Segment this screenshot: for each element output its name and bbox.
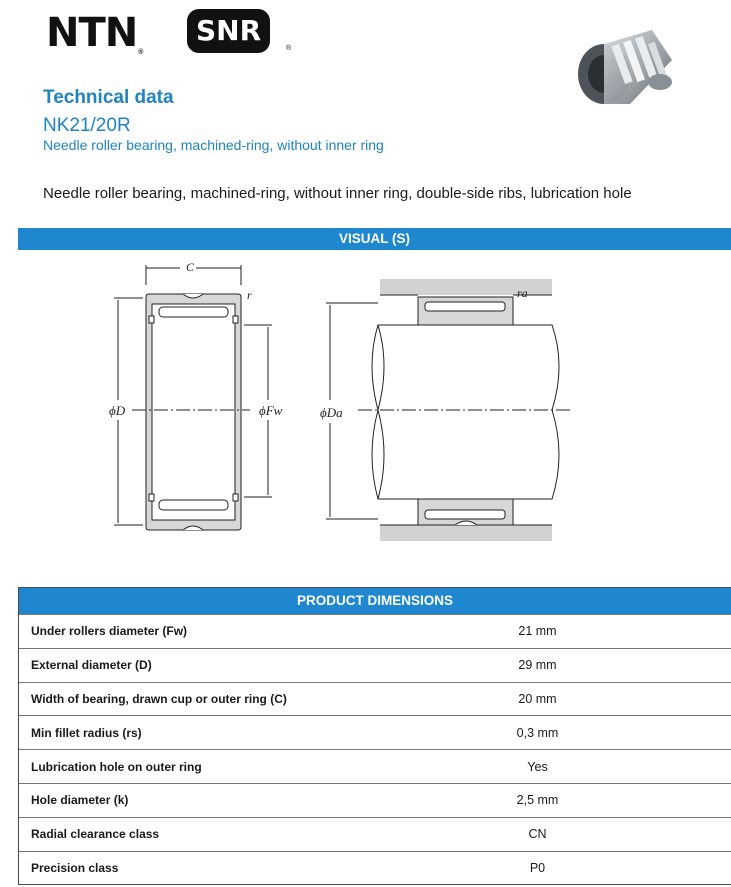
model-number: NK21/20R xyxy=(43,115,131,136)
table-row xyxy=(19,614,731,648)
mounting-drawing xyxy=(326,279,570,541)
table-row xyxy=(19,682,731,716)
table-row xyxy=(19,648,731,682)
row-value: CN xyxy=(528,827,547,842)
row-value: 0,3 mm xyxy=(516,725,559,740)
row-value: 20 mm xyxy=(518,691,557,706)
row-label: Hole diameter (k) xyxy=(31,793,129,808)
table-row xyxy=(19,817,731,851)
row-label: Under rollers diameter (Fw) xyxy=(31,624,188,639)
ntn-logo-text: NTN xyxy=(46,10,138,56)
label-width-c: C xyxy=(186,260,195,274)
dimensions-table xyxy=(18,587,731,885)
row-label: Lubrication hole on outer ring xyxy=(31,759,202,774)
row-value: P0 xyxy=(529,860,546,875)
product-subtitle: Needle roller bearing, machined-ring, without inner ring xyxy=(43,137,384,153)
row-value: 29 mm xyxy=(518,658,557,673)
label-outer-diameter: ϕD xyxy=(109,403,126,418)
registered-mark: ® xyxy=(138,49,144,56)
row-label: Min fillet radius (rs) xyxy=(31,725,142,740)
table-row xyxy=(19,749,731,783)
ntn-logo xyxy=(46,10,143,56)
row-label: Radial clearance class xyxy=(31,827,160,842)
visual-section-header: VISUAL (S) xyxy=(18,228,731,250)
table-row xyxy=(19,783,731,817)
row-label: External diameter (D) xyxy=(31,658,152,673)
row-label: Width of bearing, drawn cup or outer ring (C) xyxy=(31,691,287,706)
row-value: 2,5 mm xyxy=(516,793,559,808)
snr-logo xyxy=(187,9,292,53)
label-fillet-r: r xyxy=(247,288,252,302)
bearing-section-drawing xyxy=(114,265,272,530)
label-da-diameter: ϕDa xyxy=(320,405,343,420)
snr-logo-text: SNR xyxy=(187,9,270,53)
label-fillet-ra: ra xyxy=(517,286,528,300)
section-title: Technical data xyxy=(43,87,174,108)
technical-drawing xyxy=(100,255,580,555)
registered-mark: ® xyxy=(286,45,292,52)
row-label: Precision class xyxy=(31,860,119,875)
table-row xyxy=(19,851,731,885)
product-description: Needle roller bearing, machined-ring, without inner ring, double-side ribs, lubrication hole xyxy=(43,185,632,202)
label-fw-diameter: ϕFw xyxy=(259,403,283,418)
row-value: Yes xyxy=(527,759,548,774)
bearing-photo xyxy=(572,22,682,108)
table-row xyxy=(19,715,731,749)
dimensions-table-header: PRODUCT DIMENSIONS xyxy=(19,588,731,614)
row-value: 21 mm xyxy=(518,624,557,639)
